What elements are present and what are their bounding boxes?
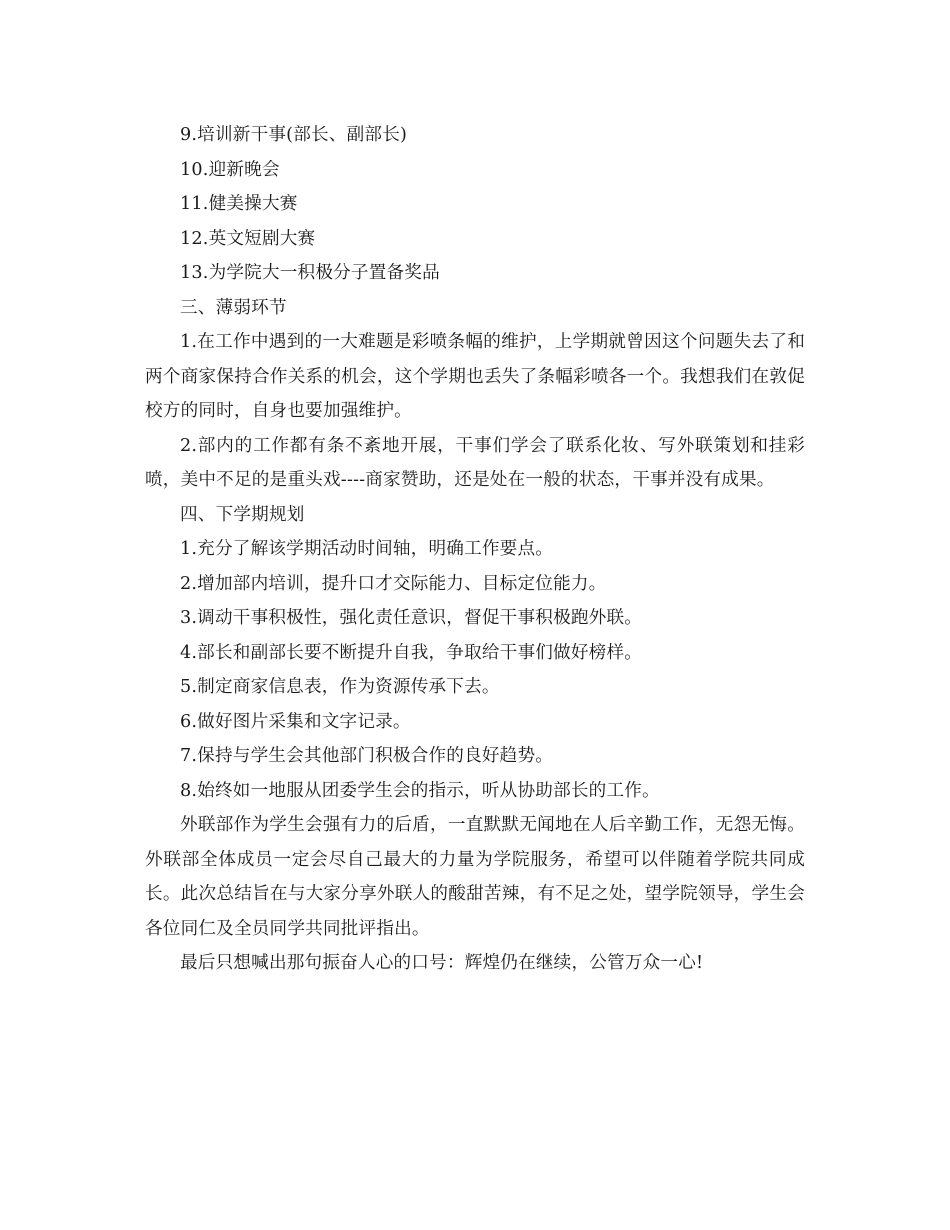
list-item: 11.健美操大赛 [180, 194, 298, 214]
closing-paragraph: 最后只想喊出那句振奋人心的口号：辉煌仍在继续，公管万众一心! [180, 953, 704, 973]
paragraph: 外联部作为学生会强有力的后盾，一直默默无闻地在人后辛勤工作，无怨无悔。外联部全体成员一定会尽自己最大的力量为学院服务，希望可以伴随着学院共同成长。此次总结旨在与大家分享外联人的酸甜苦辣，有不足之处，望学院领导，学生会各位同仁及全员同学共同批评指出。 [145, 815, 805, 939]
section-heading: 三、薄弱环节 [180, 297, 287, 318]
section-heading: 四、下学期规划 [180, 504, 305, 525]
document-body [145, 118, 805, 981]
list-item: 3.调动干事积极性，强化责任意识，督促干事积极跑外联。 [180, 608, 643, 628]
list-item: 5.制定商家信息表，作为资源传承下去。 [180, 677, 500, 697]
list-item: 9.培训新干事(部长、副部长) [180, 125, 408, 145]
list-item: 7.保持与学生会其他部门积极合作的良好趋势。 [180, 746, 554, 766]
list-item: 10.迎新晚会 [180, 159, 280, 180]
paragraph: 1.在工作中遇到的一大难题是彩喷条幅的维护，上学期就曾因这个问题失去了和两个商家保持合作关系的机会，这个学期也丢失了条幅彩喷各一个。我想我们在敦促校方的同时，自身也要加强维护。 [145, 332, 805, 421]
list-item: 12.英文短剧大赛 [180, 228, 316, 249]
list-item: 6.做好图片采集和文字记录。 [180, 711, 411, 732]
list-item: 1.充分了解该学期活动时间轴，明确工作要点。 [180, 539, 554, 559]
list-item: 13.为学院大一积极分子置备奖品 [180, 263, 440, 283]
list-item: 4.部长和副部长要不断提升自我，争取给干事们做好榜样。 [180, 642, 643, 663]
paragraph: 2.部内的工作都有条不紊地开展，干事们学会了联系化妆、写外联策划和挂彩喷，美中不足的是重头戏----商家赞助，还是处在一般的状态，干事并没有成果。 [145, 435, 805, 490]
list-item: 2.增加部内培训，提升口才交际能力、目标定位能力。 [180, 573, 607, 594]
list-item: 8.始终如一地服从团委学生会的指示，听从协助部长的工作。 [180, 780, 660, 801]
